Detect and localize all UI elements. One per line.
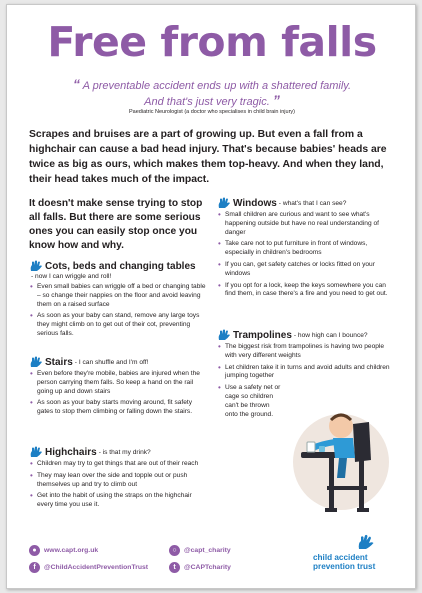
footer-website[interactable]	[29, 545, 98, 556]
globe-icon: ●	[29, 545, 40, 556]
section-heading: Stairs	[45, 356, 73, 368]
section-stairs	[29, 356, 209, 420]
quote-attribution: Paediatric Neurologist (a doctor who specialises in child brain injury)	[129, 109, 295, 115]
pull-quote	[47, 77, 377, 109]
section-windows	[217, 197, 397, 302]
section-subtitle: - is that my drink?	[98, 448, 151, 456]
list-item: • They may lean over the side and topple out or push themselves up and try to climb out	[29, 472, 209, 490]
list-item: • Small children are curious and want to see what's happening outside but have no real understanding of danger	[217, 211, 397, 237]
section-subtitle-line: - now I can wriggle and roll!	[31, 273, 112, 280]
list-item: • As soon as your baby starts moving around, fit safety gates to stop them climbing or falling down the stairs.	[29, 399, 209, 417]
section-heading: Windows	[233, 197, 277, 209]
list-item: • Let children take it in turns and avoid adults and children jumping together	[217, 364, 397, 382]
footer-instagram[interactable]	[169, 545, 231, 556]
facebook-handle[interactable]: @ChildAccidentPreventionTrust	[44, 564, 149, 571]
website-link[interactable]: www.capt.org.uk	[44, 547, 99, 554]
leaflet-page	[6, 4, 416, 589]
hand-icon	[29, 446, 43, 458]
quote-line-1: A preventable accident ends up with a shattered family.	[82, 80, 352, 92]
page-title: Free from falls	[47, 18, 377, 66]
list-item: • Even before they're mobile, babies are injured when the person carrying them falls. So keep a hand on the rail going up and down stairs	[29, 370, 209, 396]
list-item: • Even small babies can wriggle off a bed or changing table – so change their nappies on the floor and avoid leaving them on a raised surface	[29, 283, 209, 309]
list-item: • As soon as your baby can stand, remove any large toys they might climb on to get out of their cot, preventing serious falls.	[29, 312, 209, 338]
capt-logo-hand-icon	[357, 529, 397, 555]
instagram-handle[interactable]: @capt_charity	[184, 547, 231, 554]
hand-icon	[217, 329, 231, 341]
list-item: • Get into the habit of using the straps on the highchair every time you use it.	[29, 492, 209, 510]
intro-paragraph: Scrapes and bruises are a part of growing up. But even a fall from a highchair can cause a bad head injury. That's because babies' heads are twice as big as ours, which makes them top-heavy. And when they land, their head takes much of the impact.	[29, 129, 387, 185]
bullet-list	[29, 283, 209, 339]
bullet-list	[29, 460, 209, 510]
section-subtitle: - what's that I can see?	[278, 199, 347, 207]
footer-twitter[interactable]	[169, 562, 231, 573]
bullet-list	[29, 370, 209, 417]
section-heading: Highchairs	[45, 446, 97, 458]
quote-line-2: And that's just very tragic.	[144, 96, 270, 108]
bullet-list	[217, 211, 397, 299]
hand-icon	[29, 260, 43, 272]
list-item: • The biggest risk from trampolines is having two people with very different weights	[217, 343, 397, 361]
hand-icon	[29, 356, 43, 368]
section-highchairs	[29, 446, 209, 513]
section-heading: Cots, beds and changing tables	[45, 260, 196, 272]
list-item: • If you opt for a lock, keep the keys somewhere you can find them, in case there's a fire and you need to get out.	[217, 282, 397, 300]
list-item: • Use a safety net or cage so children can't be thrown onto the ground.	[217, 384, 281, 419]
twitter-handle[interactable]: @CAPTcharity	[184, 564, 231, 571]
section-heading: Trampolines	[233, 329, 292, 341]
capt-logo-text	[313, 553, 375, 571]
list-item: • Children may try to get things that are out of their reach	[29, 460, 209, 469]
quote-close-mark: ”	[272, 92, 280, 108]
section-cots	[29, 260, 209, 342]
section-subtitle: - how high can I bounce?	[293, 331, 368, 339]
list-item: • Take care not to put furniture in front of windows, especially in children's bedrooms	[217, 240, 397, 258]
lead-paragraph: It doesn't make sense trying to stop all falls. But there are some serious ones you can easily stop once you know how and why.	[29, 198, 203, 251]
twitter-icon: t	[169, 562, 180, 573]
facebook-icon: f	[29, 562, 40, 573]
baby-highchair-illustration	[275, 400, 391, 522]
quote-open-mark: “	[72, 76, 80, 92]
logo-line-1: child accident	[313, 553, 368, 562]
logo-line-2: prevention trust	[313, 562, 376, 571]
hand-icon	[217, 197, 231, 209]
footer-facebook[interactable]	[29, 562, 148, 573]
section-subtitle: - I can shuffle and I'm off!	[74, 358, 149, 366]
instagram-icon: ○	[169, 545, 180, 556]
list-item: • If you can, get safety catches or locks fitted on your windows	[217, 261, 397, 279]
